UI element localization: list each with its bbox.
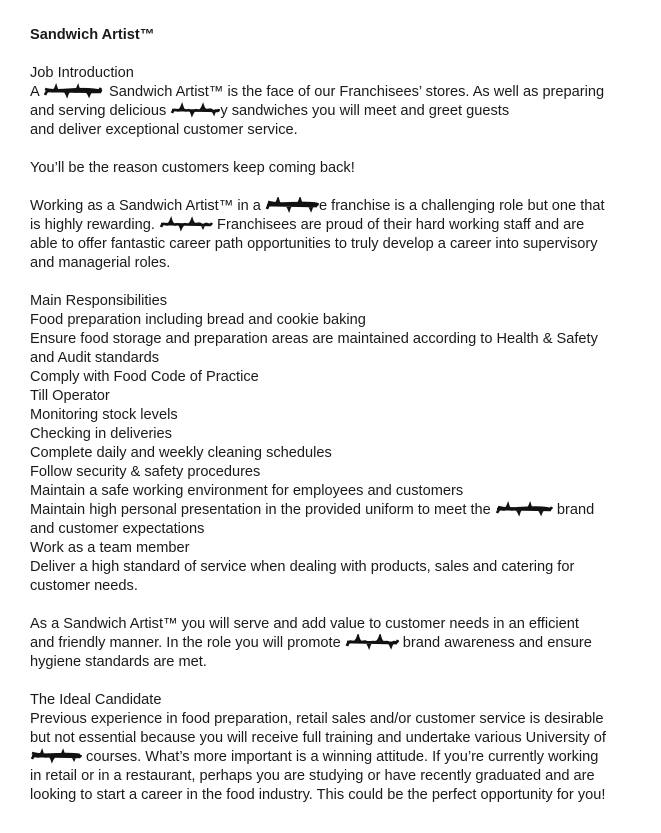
text-fragment: and serving delicious	[30, 103, 171, 119]
ideal-line-4: in retail or in a restaurant, perhaps you are studying or have recently graduated and are	[30, 768, 595, 784]
ideal-candidate-section	[30, 691, 655, 805]
redaction-scribble	[30, 748, 82, 764]
text-fragment: and friendly manner. In the role you will promote	[30, 635, 345, 651]
working-section	[30, 197, 655, 273]
redaction-scribble	[43, 83, 105, 99]
reason-line: You’ll be the reason customers keep coming back!	[30, 160, 355, 176]
list-item: Work as a team member	[30, 540, 190, 556]
intro-line-3: and deliver exceptional customer service.	[30, 122, 298, 138]
redaction-scribble	[495, 501, 553, 517]
text-fragment: e franchise is a challenging role but one that	[318, 198, 605, 214]
working-line-1	[30, 197, 655, 216]
list-item: and Audit standards	[30, 350, 160, 366]
intro-line-2	[30, 102, 655, 121]
text-fragment: y sandwiches you will meet and greet guests	[220, 103, 510, 119]
list-item: Deliver a high standard of service when dealing with products, sales and catering for	[30, 559, 575, 575]
list-item: Follow security & safety procedures	[30, 464, 261, 480]
list-item: customer needs.	[30, 578, 138, 594]
serve-line-3: hygiene standards are met.	[30, 654, 207, 670]
list-item: Till Operator	[30, 388, 110, 404]
text-fragment: courses. What’s more important is a winning attitude. If you’re currently working	[82, 749, 599, 765]
job-description	[30, 26, 655, 805]
working-line-3: able to offer fantastic career path opportunities to truly develop a career into supervisory	[30, 236, 598, 252]
text-fragment: Franchisees are proud of their hard working staff and are	[212, 217, 585, 233]
text-fragment: Maintain high personal presentation in the provided uniform to meet the	[30, 502, 495, 518]
list-item: Comply with Food Code of Practice	[30, 369, 259, 385]
redaction-scribble	[345, 634, 399, 650]
list-item: Checking in deliveries	[30, 426, 172, 442]
section-heading: The Ideal Candidate	[30, 692, 162, 708]
ideal-line-5: looking to start a career in the food industry. This could be the perfect opportunity for you!	[30, 787, 606, 803]
list-item: Complete daily and weekly cleaning schedules	[30, 445, 332, 461]
ideal-line-3	[30, 748, 655, 767]
section-heading: Main Responsibilities	[30, 293, 168, 309]
text-fragment: A	[30, 84, 43, 100]
text-fragment: brand awareness and ensure	[398, 635, 592, 651]
list-item: Food preparation including bread and cookie baking	[30, 312, 366, 328]
list-item: Monitoring stock levels	[30, 407, 178, 423]
working-line-4: and managerial roles.	[30, 255, 171, 271]
reason-section	[30, 159, 655, 178]
serve-line-1: As a Sandwich Artist™ you will serve and add value to customer needs in an efficient	[30, 616, 579, 632]
redaction-scribble	[170, 102, 220, 118]
serve-section	[30, 615, 655, 672]
working-line-2	[30, 216, 655, 235]
document-title: Sandwich Artist™	[30, 27, 155, 43]
redaction-scribble	[265, 197, 319, 213]
job-introduction-section	[30, 64, 655, 140]
redaction-scribble	[159, 216, 213, 232]
serve-line-2	[30, 634, 655, 653]
responsibilities-section	[30, 292, 655, 596]
ideal-line-1: Previous experience in food preparation, retail sales and/or customer service is desirable	[30, 711, 604, 727]
text-fragment: brand	[552, 502, 595, 518]
list-item: Maintain a safe working environment for employees and customers	[30, 483, 464, 499]
text-fragment: Working as a Sandwich Artist™ in a	[30, 198, 265, 214]
list-item: and customer expectations	[30, 521, 205, 537]
ideal-line-2: but not essential because you will receive full training and undertake various University of	[30, 730, 606, 746]
list-item	[30, 501, 655, 520]
section-heading: Job Introduction	[30, 65, 134, 81]
intro-line-1	[30, 83, 655, 102]
text-fragment: Sandwich Artist™ is the face of our Franchisees’ stores. As well as preparing	[104, 84, 605, 100]
text-fragment: is highly rewarding.	[30, 217, 159, 233]
list-item: Ensure food storage and preparation areas are maintained according to Health & Safety	[30, 331, 598, 347]
